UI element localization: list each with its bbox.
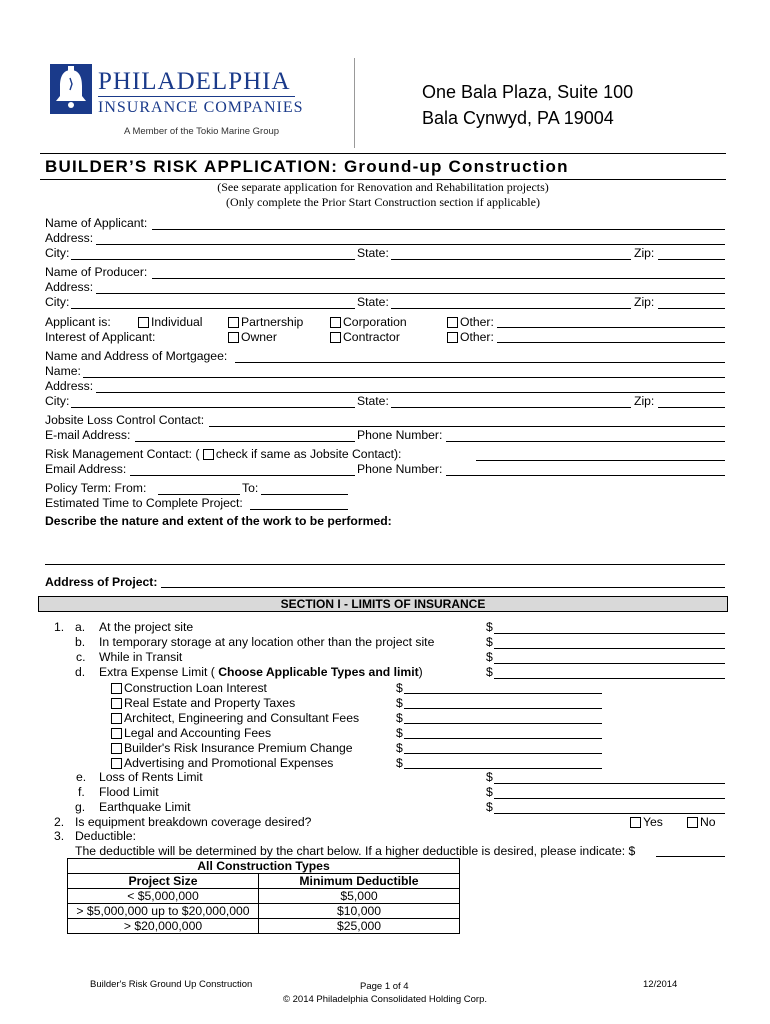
applicant-name-field[interactable] [152,229,725,230]
col-minimum-deductible: Minimum Deductible [259,874,460,889]
owner-option[interactable]: Owner [228,330,277,344]
jobsite-contact-field[interactable] [209,426,725,427]
item-d-dollar: $ [486,665,493,679]
col-project-size: Project Size [68,874,259,889]
individual-option[interactable]: Individual [138,315,203,329]
same-as-jobsite-checkbox[interactable] [203,449,214,460]
construction-loan-checkbox[interactable] [111,683,122,694]
producer-name-label: Name of Producer: [45,265,148,279]
deductible-label: Deductible: [75,829,136,843]
item-b-dollar: $ [486,635,493,649]
applicant-zip-field[interactable] [658,259,725,260]
mortgagee-zip-field[interactable] [658,407,725,408]
work-description-label: Describe the nature and extent of the work to be performed: [45,514,392,528]
logo-subtitle: INSURANCE COMPANIES [98,99,304,116]
subtitle-renovation: (See separate application for Renovation and Rehabilitation projects) [217,180,549,194]
partnership-checkbox[interactable] [228,317,239,328]
logo-name: PHILADELPHIA [98,68,291,95]
item-e-letter: e. [76,770,87,784]
item-a-letter: a. [75,620,86,634]
mortgagee-city-label: City: [45,394,70,408]
footer-date: 12/2014 [643,979,678,990]
item-a-dollar: $ [486,620,493,634]
item-g-letter: g. [75,800,86,814]
premium-change-dollar: $ [396,741,403,755]
mortgagee-name-field[interactable] [83,377,725,378]
jobsite-phone-field[interactable] [446,441,725,442]
risk-contact-label: Risk Management Contact: ( check if same as Jobsite Contact): [45,447,402,461]
table-cell: < $5,000,000 [68,889,259,904]
premium-change-checkbox[interactable] [111,743,122,754]
table-cell: $10,000 [259,904,460,919]
producer-state-label: State: [357,295,389,309]
table-cell: > $5,000,000 up to $20,000,000 [68,904,259,919]
construction-loan-amount-field[interactable] [404,693,602,694]
item-f-dollar: $ [486,785,493,799]
item-b-label: In temporary storage at any location other than the project site [99,635,435,649]
item-d-label: Extra Expense Limit ( Choose Applicable Types and limit) [99,665,423,679]
mortgagee-city-field[interactable] [71,407,355,408]
item-c-amount-field[interactable] [494,663,725,664]
construction-loan-dollar: $ [396,681,403,695]
construction-loan-option[interactable]: Construction Loan Interest [111,681,267,695]
mortgagee-address-field[interactable] [96,392,725,393]
interest-other-field[interactable] [497,342,725,343]
applicant-address-field[interactable] [96,244,725,245]
section-1-header [38,596,728,612]
table-cell: > $20,000,000 [68,919,259,934]
applicant-other-field[interactable] [497,327,725,328]
item-e-dollar: $ [486,770,493,784]
item-3-number: 3. [54,829,65,843]
section-1-title: SECTION I - LIMITS OF INSURANCE [280,597,486,611]
risk-phone-label: Phone Number: [357,462,443,476]
producer-address-field[interactable] [96,293,725,294]
deductible-table [67,858,460,934]
corporation-checkbox[interactable] [330,317,341,328]
applicant-zip-label: Zip: [634,246,655,260]
policy-to-label: To: [242,481,259,495]
item-e-amount-field[interactable] [494,783,725,784]
advertising-dollar: $ [396,756,403,770]
item-f-amount-field[interactable] [494,798,725,799]
producer-state-field[interactable] [391,308,631,309]
company-logo [50,64,304,142]
premium-change-amount-field[interactable] [404,753,602,754]
producer-city-label: City: [45,295,70,309]
corporation-option[interactable]: Corporation [330,315,407,329]
producer-address-label: Address: [45,280,94,294]
individual-checkbox[interactable] [138,317,149,328]
liberty-bell-icon [50,64,92,114]
applicant-is-label: Applicant is: [45,315,111,329]
table-cell: $25,000 [259,919,460,934]
logo-divider [98,96,295,97]
applicant-city-field[interactable] [71,259,355,260]
advertising-option[interactable]: Advertising and Promotional Expenses [111,756,333,770]
jobsite-contact-label: Jobsite Loss Control Contact: [45,413,205,427]
contractor-checkbox[interactable] [330,332,341,343]
item-2-number: 2. [54,815,65,829]
applicant-other-option[interactable]: Other: [447,315,494,329]
jobsite-email-field[interactable] [135,441,355,442]
item-c-letter: c. [76,650,86,664]
mortgagee-state-label: State: [357,394,389,408]
item-b-letter: b. [75,635,86,649]
contractor-option[interactable]: Contractor [330,330,400,344]
mortgagee-heading-field[interactable] [235,362,725,363]
advertising-checkbox[interactable] [111,758,122,769]
property-taxes-dollar: $ [396,696,403,710]
table-cell: $5,000 [259,889,460,904]
property-taxes-option[interactable]: Real Estate and Property Taxes [111,696,295,710]
project-address-field[interactable] [161,587,725,588]
interest-other-checkbox[interactable] [447,332,458,343]
legal-fees-option[interactable]: Legal and Accounting Fees [111,726,271,740]
applicant-name-label: Name of Applicant: [45,216,148,230]
policy-to-field[interactable] [261,494,348,495]
project-address-label: Address of Project: [45,575,158,589]
item-g-amount-field[interactable] [494,813,725,814]
risk-email-label: Email Address: [45,462,127,476]
table-header-row [68,874,460,889]
table-row [68,919,460,934]
risk-email-field[interactable] [130,475,355,476]
logo-tagline: A Member of the Tokio Marine Group [124,126,280,137]
legal-fees-dollar: $ [396,726,403,740]
higher-deductible-field[interactable] [656,856,725,857]
equipment-yes-option[interactable]: Yes [630,815,663,829]
architect-fees-amount-field[interactable] [404,723,602,724]
item-d-amount-field[interactable] [494,678,725,679]
table-title: All Construction Types [68,859,460,874]
property-taxes-checkbox[interactable] [111,698,122,709]
interest-label: Interest of Applicant: [45,330,156,344]
item-d-letter: d. [75,665,86,679]
mortgagee-address-label: Address: [45,379,94,393]
item-1-number: 1. [54,620,65,634]
premium-change-option[interactable]: Builder's Risk Insurance Premium Change [111,741,353,755]
company-address-line1: One Bala Plaza, Suite 100 [422,82,634,102]
applicant-city-label: City: [45,246,70,260]
item-f-label: Flood Limit [99,785,159,799]
item-a-label: At the project site [99,620,194,634]
risk-contact-field[interactable] [476,460,725,461]
property-taxes-amount-field[interactable] [404,708,602,709]
table-row [68,904,460,919]
mortgagee-heading: Name and Address of Mortgagee: [45,349,228,363]
legal-fees-checkbox[interactable] [111,728,122,739]
producer-city-field[interactable] [71,308,355,309]
item-b-amount-field[interactable] [494,648,725,649]
page-title: BUILDER’S RISK APPLICATION: Ground-up Construction [45,157,569,176]
equipment-no-option[interactable]: No [687,815,716,829]
item-c-label: While in Transit [99,650,183,664]
jobsite-phone-label: Phone Number: [357,428,443,442]
producer-name-field[interactable] [152,278,725,279]
owner-checkbox[interactable] [228,332,239,343]
item-a-amount-field[interactable] [494,633,725,634]
mortgagee-state-field[interactable] [391,407,631,408]
header-vertical-rule [354,58,355,148]
advertising-amount-field[interactable] [404,768,602,769]
producer-zip-label: Zip: [634,295,655,309]
producer-zip-field[interactable] [658,308,725,309]
item-c-dollar: $ [486,650,493,664]
policy-from-field[interactable] [158,494,240,495]
interest-other-option[interactable]: Other: [447,330,494,344]
table-row [68,889,460,904]
applicant-address-label: Address: [45,231,94,245]
work-description-field[interactable] [45,564,725,565]
equipment-yes-checkbox[interactable] [630,817,641,828]
item-e-label: Loss of Rents Limit [99,770,203,784]
company-address-line2: Bala Cynwyd, PA 19004 [422,108,614,128]
legal-fees-amount-field[interactable] [404,738,602,739]
mortgagee-zip-label: Zip: [634,394,655,408]
equipment-breakdown-question: Is equipment breakdown coverage desired? [75,815,312,829]
risk-phone-field[interactable] [446,475,725,476]
table-title-row [68,859,460,874]
title-rule-top [40,153,726,154]
applicant-other-checkbox[interactable] [447,317,458,328]
deductible-note: The deductible will be determined by the chart below. If a higher deductible is desired, please indicate: $ [75,844,636,858]
estimated-time-field[interactable] [250,509,348,510]
equipment-no-checkbox[interactable] [687,817,698,828]
subtitle-prior-start: (Only complete the Prior Start Construction section if applicable) [226,195,540,209]
applicant-state-label: State: [357,246,389,260]
item-g-dollar: $ [486,800,493,814]
partnership-option[interactable]: Partnership [228,315,303,329]
footer-copyright: © 2014 Philadelphia Consolidated Holding Corp. [283,994,487,1005]
architect-fees-option[interactable]: Architect, Engineering and Consultant Fees [111,711,359,725]
footer-page-number: Page 1 of 4 [360,981,409,992]
item-f-letter: f. [78,785,85,799]
architect-fees-dollar: $ [396,711,403,725]
policy-term-label: Policy Term: From: [45,481,147,495]
footer-document-name: Builder's Risk Ground Up Construction [90,979,253,990]
architect-fees-checkbox[interactable] [111,713,122,724]
item-g-label: Earthquake Limit [99,800,191,814]
jobsite-email-label: E-mail Address: [45,428,131,442]
estimated-time-label: Estimated Time to Complete Project: [45,496,243,510]
applicant-state-field[interactable] [391,259,631,260]
mortgagee-name-label: Name: [45,364,81,378]
